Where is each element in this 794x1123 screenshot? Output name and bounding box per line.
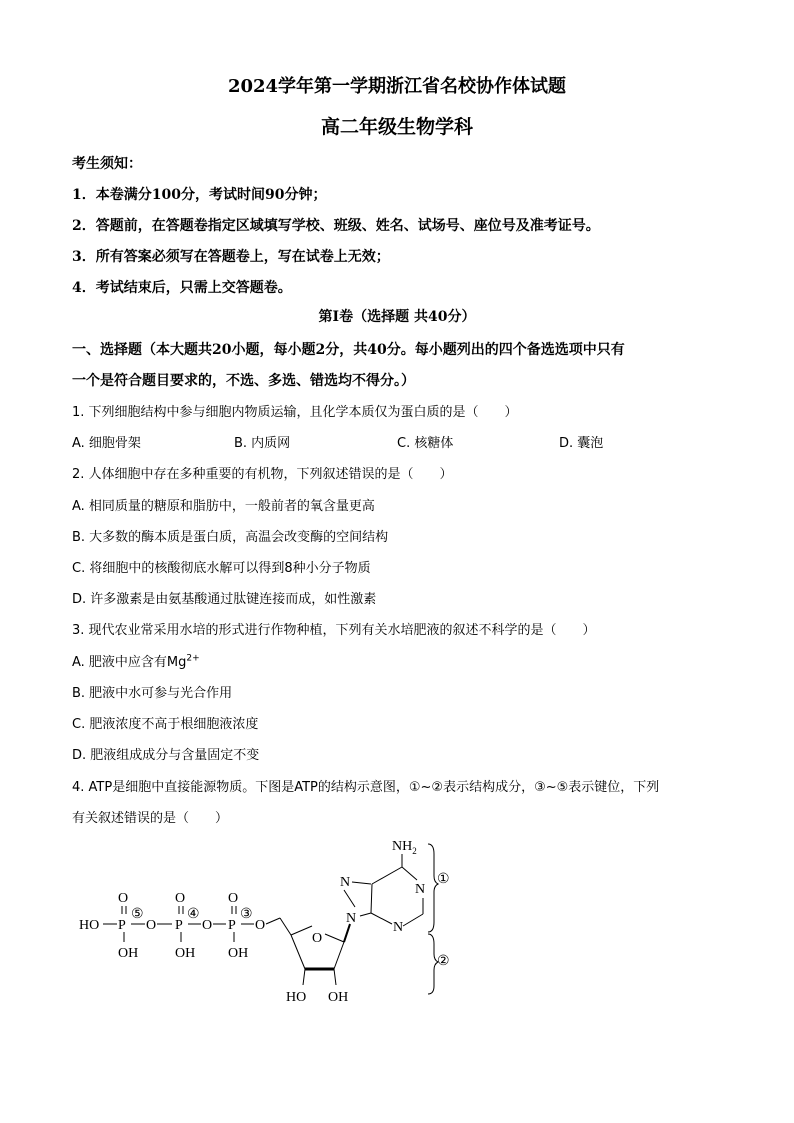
p1-top-o: O: [118, 891, 129, 906]
bond-4-marker: ④: [187, 907, 200, 922]
notice-item-1: 1．本卷满分100分，考试时间90分钟；: [72, 187, 327, 203]
ion-charge: 2+: [186, 653, 200, 664]
nh2-label: [392, 839, 417, 856]
c2-oh-bond: [334, 969, 336, 985]
brace-1: [428, 844, 438, 932]
ribose-ring-o: O: [312, 931, 323, 946]
question-2-stem: 2. 人体细胞中存在多种重要的有机物，下列叙述错误的是（ ）: [72, 467, 453, 482]
question-1-option-a: A. 细胞骨架: [72, 436, 141, 451]
p3-top-o: O: [228, 891, 239, 906]
nh2-text: NH: [392, 839, 413, 854]
ribose-c1-c2: [334, 942, 344, 969]
c4-n9: [360, 913, 371, 916]
question-3-option-d: D. 肥液组成成分与含量固定不变: [72, 748, 260, 763]
c6-n1: [402, 867, 417, 880]
p2-label: P: [175, 918, 183, 933]
bond-5-marker: ⑤: [131, 907, 144, 922]
question-4-stem-line2: 有关叙述错误的是（ ）: [72, 811, 229, 826]
bond-3-marker: ③: [240, 907, 253, 922]
ribose-c4-o: [291, 926, 312, 935]
n1-label: N: [415, 882, 426, 897]
question-3-option-c: C. 肥液浓度不高于根细胞液浓度: [72, 717, 259, 732]
ribose-c3-c4: [291, 935, 305, 969]
question-1-option-d: D. 囊泡: [559, 436, 604, 451]
ribose-o-c1: [325, 934, 344, 942]
c5-c6: [372, 867, 402, 884]
notice-item-2: 2．答题前，在答题卷指定区域填写学校、班级、姓名、试场号、座位号及准考证号。: [72, 218, 600, 234]
notice-item-4: 4．考试结束后，只需上交答题卷。: [72, 280, 292, 296]
c1-to-n9: [344, 924, 350, 942]
question-2-option-c: C. 将细胞中的核酸彻底水解可以得到8种小分子物质: [72, 561, 371, 576]
n3-c4: [371, 913, 392, 924]
section-instruction-line2: 一个是符合题目要求的，不选、多选、错选均不得分。）: [72, 373, 415, 389]
p3-label: P: [228, 918, 236, 933]
question-3-option-a: [72, 651, 200, 670]
section-instruction-line1: 一、选择题（本大题共20小题，每小题2分，共40分。每小题列出的四个备选选项中只有: [72, 342, 625, 358]
c3-ho-label: HO: [286, 990, 307, 1005]
component-1-label: ①: [437, 872, 450, 887]
question-3-stem: 3. 现代农业常采用水培的形式进行作物种植，下列有关水培肥液的叙述不科学的是（ ）: [72, 623, 596, 638]
c3-oh-bond: [303, 969, 305, 985]
bond-o3-ch2: [266, 918, 280, 924]
question-1-stem: 1. 下列细胞结构中参与细胞内物质运输，且化学本质仅为蛋白质的是（ ）: [72, 405, 518, 420]
n3-label: N: [393, 920, 404, 935]
question-1-option-c: C. 核糖体: [397, 436, 454, 451]
p1-label: P: [118, 918, 126, 933]
atp-structure-diagram: [0, 830, 794, 1030]
notice-item-3: 3．所有答案必须写在答题卷上，写在试卷上无效；: [72, 249, 390, 265]
question-2-option-a: A. 相同质量的糖原和脂肪中，一般前者的氧含量更高: [72, 499, 375, 514]
ho-label: HO: [79, 918, 100, 933]
component-2-label: ②: [437, 954, 450, 969]
n7-label: N: [340, 875, 351, 890]
o3-label: O: [255, 918, 266, 933]
question-2-option-d: D. 许多激素是由氨基酸通过肽键连接而成，如性激素: [72, 592, 377, 607]
n9-label: N: [346, 911, 357, 926]
question-3-option-a-text: A. 肥液中应含有Mg: [72, 655, 187, 670]
o1-label: O: [146, 918, 157, 933]
exam-subtitle: 高二年级生物学科: [320, 116, 473, 138]
c2-oh-label: OH: [328, 990, 349, 1005]
n9-c8: [344, 890, 355, 907]
p2-top-o: O: [175, 891, 186, 906]
question-3-option-b: B. 肥液中水可参与光合作用: [72, 686, 233, 701]
question-2-option-b: B. 大多数的酶本质是蛋白质，高温会改变酶的空间结构: [72, 530, 389, 545]
nh2-subscript: 2: [412, 846, 417, 856]
p1-oh: OH: [118, 946, 139, 961]
o2-label: O: [202, 918, 213, 933]
c5-c4: [371, 884, 372, 913]
section-title: 第Ⅰ卷（选择题 共40分）: [318, 309, 476, 325]
c2-n3: [403, 914, 423, 926]
n7-c5: [352, 882, 371, 884]
p3-oh: OH: [228, 946, 249, 961]
question-4-stem-line1: 4. ATP是细胞中直接能源物质。下图是ATP的结构示意图，①~②表示结构成分，③~⑤表示键位，下列: [72, 780, 660, 795]
question-1-option-b: B. 内质网: [234, 436, 291, 451]
ch2-to-c4: [280, 918, 291, 935]
notice-heading: 考生须知：: [72, 156, 142, 172]
p2-oh: OH: [175, 946, 196, 961]
exam-title: 2024学年第一学期浙江省名校协作体试题: [227, 76, 567, 97]
